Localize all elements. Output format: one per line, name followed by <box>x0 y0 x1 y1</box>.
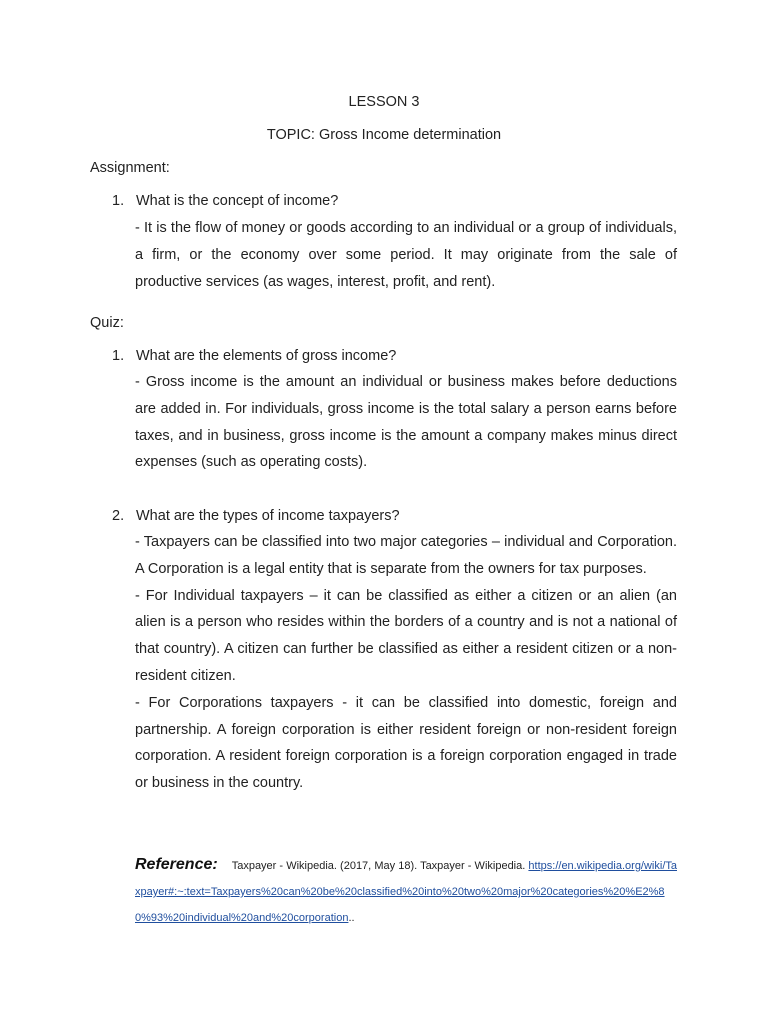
assignment-question-1 <box>112 191 677 211</box>
answer-paragraph-1: - Taxpayers can be classified into two major categories – individual and Corporation. A Corporation is a legal entity that is separate from the owners for tax purposes. <box>135 534 677 577</box>
quiz-question-1 <box>112 346 677 366</box>
quiz-answer-2 <box>135 529 677 797</box>
quiz-label: Quiz: <box>90 315 124 331</box>
reference-link[interactable]: https://en.wikipedia.org/wiki/Taxpayer#:~:text=Taxpayers%20can%20be%20classified%20into%20two%20major%20categories%20%E2%80%93%20individual%20and%20corporation <box>135 860 677 924</box>
reference-citation: Taxpayer - Wikipedia. (2017, May 18). Taxpayer - Wikipedia. <box>231 860 526 872</box>
reference-trailing: .. <box>348 912 355 924</box>
quiz-answer-1 <box>135 369 677 476</box>
quiz-question-2 <box>112 506 677 526</box>
question-text: What are the types of income taxpayers? <box>136 508 400 524</box>
question-text: What is the concept of income? <box>136 193 339 209</box>
reference-block <box>135 852 677 931</box>
reference-label: Reference: <box>135 856 218 873</box>
question-number: 2. <box>112 508 125 524</box>
answer-paragraph-2: - For Individual taxpayers – it can be classified as either a citizen or an alien (an alien is a person who resides within the borders of a country and is not a national of that country). A citizen can further be classified as either a resident citizen or a non-resident citizen. <box>135 587 677 684</box>
assignment-answer-1 <box>135 215 677 295</box>
question-text: What are the elements of gross income? <box>136 348 397 364</box>
assignment-label: Assignment: <box>90 160 170 176</box>
question-number: 1. <box>112 193 125 209</box>
question-number: 1. <box>112 348 125 364</box>
topic-heading: TOPIC: Gross Income determination <box>266 127 502 143</box>
answer-paragraph-3: - For Corporations taxpayers - it can be classified into domestic, foreign and partnership. A foreign corporation is either resident foreign or non-resident foreign corporation. A resident foreign corporation is a foreign corporation engaged in trade or business in the country. <box>135 694 677 792</box>
lesson-title: LESSON 3 <box>348 94 420 110</box>
answer-text: - Gross income is the amount an individual or business makes before deductions are added in. For individuals, gross income is the total salary a person earns before taxes, and in business, gross income is the amount a company makes minus direct expenses (such as operating costs). <box>135 374 677 471</box>
answer-text: - It is the flow of money or goods according to an individual or a group of individuals, a firm, or the economy over some period. It may originate from the sale of productive services (as wages, interest, profit, and rent). <box>135 220 677 290</box>
